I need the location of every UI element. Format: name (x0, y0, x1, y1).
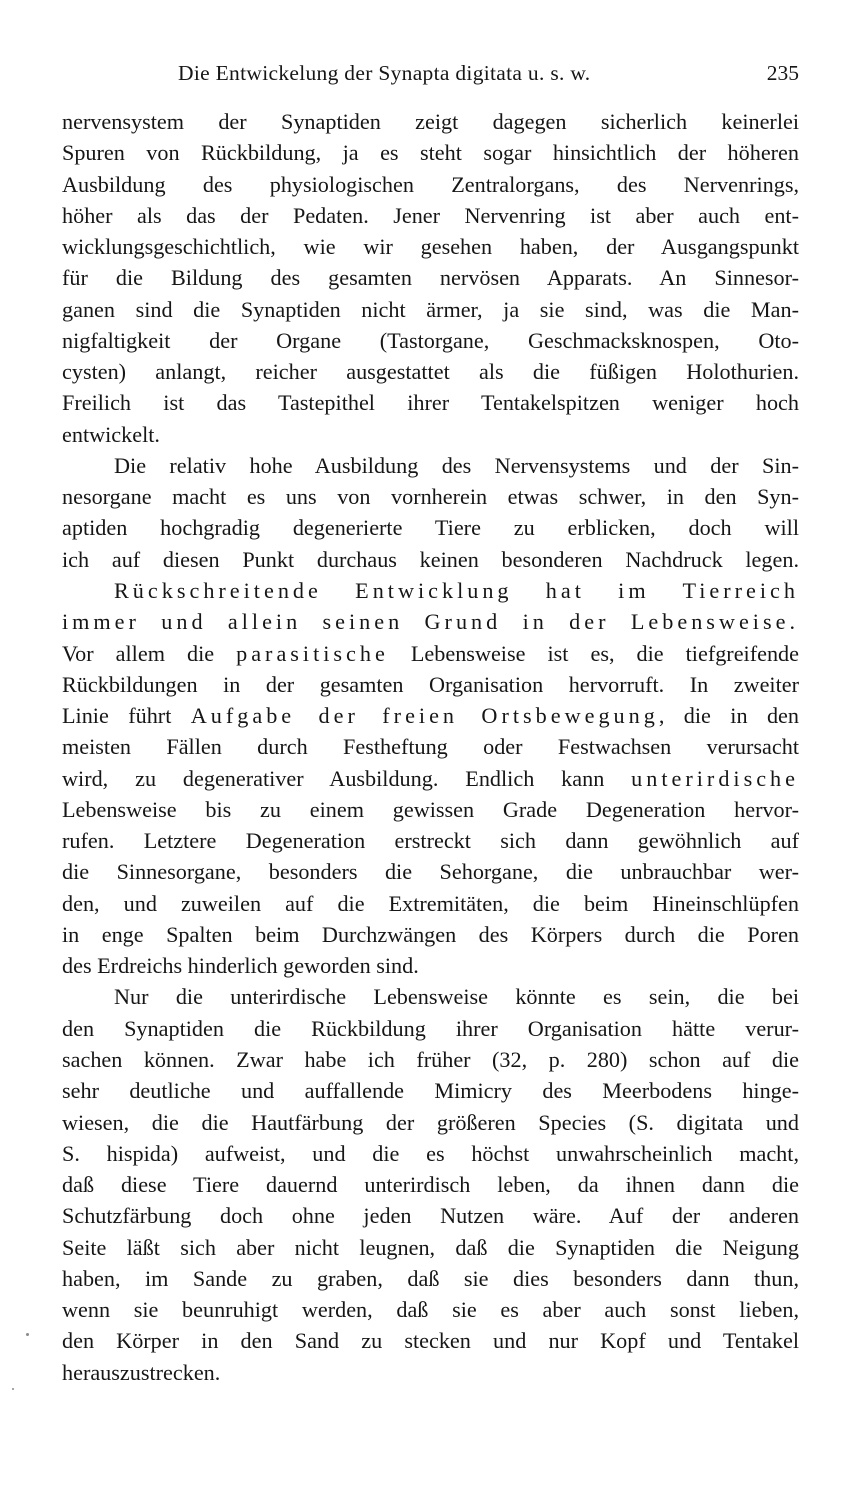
page-number: 235 (766, 61, 799, 85)
text-line: Freilich ist das Tastepithel ihrer Tentakelspitzen weniger hoch (62, 390, 799, 416)
text-line: den Körper in den Sand zu stecken und nur Kopf und Tentakel (62, 1328, 799, 1354)
text-line: ganen sind die Synaptiden nicht ärmer, ja sie sind, was die Man- (62, 296, 799, 322)
text-line: in enge Spalten beim Durchzwängen des Körpers durch die Poren (62, 921, 799, 947)
text-line (62, 575, 799, 606)
text-line (62, 638, 799, 669)
spaced-emphasis: immer und allein seinen Grund in der Lebensweise. (62, 609, 799, 635)
text-line: die Sinnesorgane, besonders die Sehorgane, die unbrauchbar wer- (62, 859, 799, 885)
print-speck (12, 1388, 14, 1390)
text-line: den Synaptiden die Rückbildung ihrer Organisation hätte verur- (62, 1015, 799, 1041)
text-line: S. hispida) aufweist, und die es höchst unwahrscheinlich macht, (62, 1140, 799, 1166)
text-line: Nur die unterirdische Lebensweise könnte es sein, die bei (114, 984, 799, 1010)
text-line: höher als das der Pedaten. Jener Nervenring ist aber auch ent- (62, 202, 799, 228)
text-line: entwickelt. (62, 421, 160, 447)
text-line: meisten Fällen durch Festheftung oder Festwachsen verursacht (62, 734, 799, 760)
text-segment: Vor allem die (62, 640, 237, 666)
spaced-emphasis: unterirdische (631, 765, 799, 791)
text-line: des Erdreichs hinderlich geworden sind. (62, 953, 419, 979)
text-line: daß diese Tiere dauernd unterirdisch leben, da ihnen dann die (62, 1172, 799, 1198)
text-line: den, und zuweilen auf die Extremitäten, die beim Hineinschlüpfen (62, 890, 799, 916)
text-line: haben, im Sande zu graben, daß sie dies besonders dann thun, (62, 1265, 799, 1291)
text-segment: Lebensweise ist es, die tiefgreifende (388, 640, 799, 666)
text-segment: , die in den (658, 703, 799, 729)
text-line: nesorgane macht es uns von vornherein etwas schwer, in den Syn- (62, 484, 799, 510)
text-line (62, 763, 799, 794)
text-line: Die relativ hohe Ausbildung des Nervensystems und der Sin- (114, 452, 799, 478)
text-line: Lebensweise bis zu einem gewissen Grade Degeneration hervor- (62, 796, 799, 822)
text-line: rufen. Letztere Degeneration erstreckt sich dann gewöhnlich auf (62, 828, 799, 854)
text-line: Ausbildung des physiologischen Zentralorgans, des Nervenrings, (62, 171, 799, 197)
running-title: Die Entwickelung der Synapta digitata u. s. w. (178, 61, 591, 85)
text-line: cysten) anlangt, reicher ausgestattet als die füßigen Holothurien. (62, 359, 799, 385)
print-speck (26, 1333, 29, 1336)
text-line: wenn sie beunruhigt werden, daß sie es aber auch sonst lieben, (62, 1297, 799, 1323)
spaced-emphasis: parasitische (236, 640, 389, 666)
text-line: sachen können. Zwar habe ich früher (32, p. 280) schon auf die (62, 1046, 799, 1072)
text-line: nervensystem der Synaptiden zeigt dagegen sicherlich keinerlei (62, 109, 799, 134)
text-segment: Linie führt (62, 703, 191, 729)
text-line: wiesen, die die Hautfärbung der größeren Species (S. digitata und (62, 1109, 799, 1135)
text-line: nigfaltigkeit der Organe (Tastorgane, Geschmacksknospen, Oto- (62, 327, 799, 353)
text-line: aptiden hochgradig degenerierte Tiere zu erblicken, doch will (62, 515, 799, 541)
text-line: herauszustrecken. (62, 1359, 221, 1385)
text-line: sehr deutliche und auffallende Mimicry des Meerbodens hinge- (62, 1078, 799, 1104)
text-line: Rückbildungen in der gesamten Organisation hervorruft. In zweiter (62, 671, 799, 697)
text-line: für die Bildung des gesamten nervösen Apparats. An Sinnesor- (62, 265, 799, 291)
spaced-emphasis: Aufgabe der freien Ortsbewegung (190, 703, 659, 729)
text-line: Spuren von Rückbildung, ja es steht sogar hinsichtlich der höheren (62, 140, 799, 166)
running-header (62, 56, 799, 90)
spaced-emphasis: Rückschreitende Entwicklung hat im Tierreich (114, 577, 799, 603)
text-line (62, 700, 799, 731)
body-text (62, 106, 799, 1388)
text-line (62, 606, 799, 637)
text-line: Seite läßt sich aber nicht leugnen, daß die Synaptiden die Neigung (62, 1234, 799, 1260)
text-line: wicklungsgeschichtlich, wie wir gesehen haben, der Ausgangspunkt (62, 234, 799, 260)
text-line: Schutzfärbung doch ohne jeden Nutzen wäre. Auf der anderen (62, 1203, 799, 1229)
text-line: ich auf diesen Punkt durchaus keinen besonderen Nachdruck legen. (62, 546, 799, 572)
text-segment: wird, zu degenerativer Ausbildung. Endlich kann (62, 765, 632, 791)
